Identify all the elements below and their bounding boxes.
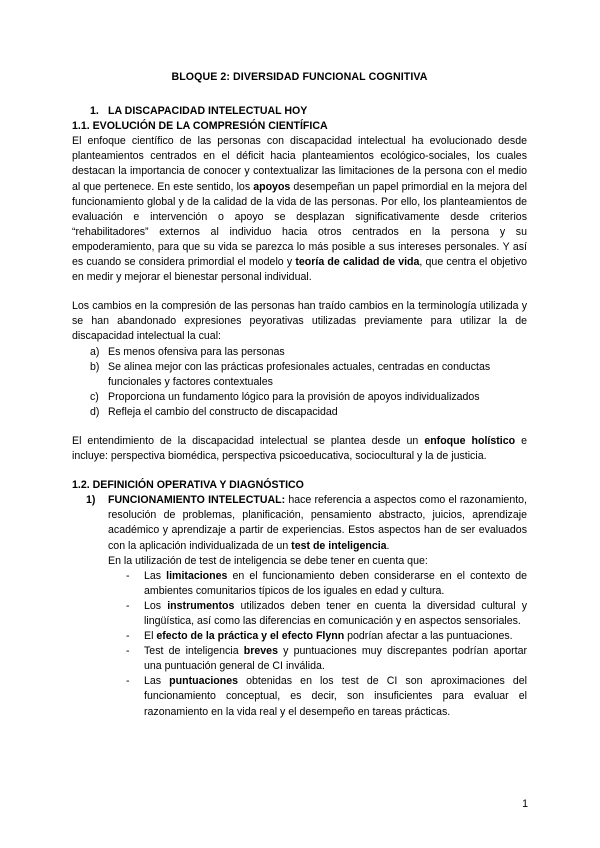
document-title: BLOQUE 2: DIVERSIDAD FUNCIONAL COGNITIVA <box>171 71 428 83</box>
paragraph-3 <box>72 434 527 464</box>
test-intro: En la utilización de test de inteligencia se debe tener en cuenta que: <box>108 554 428 567</box>
list-item <box>126 629 527 644</box>
document-page <box>72 70 527 720</box>
dash-text-post: utilizados deben tener en cuenta la diversidad cultural y lingüística, así como las diferencias en comunicación y en aspectos sensoriales. <box>144 599 527 627</box>
item-bold-test: test de inteligencia <box>291 539 387 552</box>
dash-text-bold: efecto de la práctica y el efecto Flynn <box>156 630 345 643</box>
list-item <box>126 599 527 629</box>
subsection-heading-1-2: 1.2. DEFINICIÓN OPERATIVA Y DIAGNÓSTICO <box>72 479 304 492</box>
lettered-list <box>72 345 527 420</box>
dash-text-pre: El <box>144 630 157 643</box>
list-item <box>90 390 527 405</box>
list-item <box>126 569 527 599</box>
numbered-item-1 <box>86 493 527 553</box>
p3-bold-enfoque: enfoque holístico <box>424 434 516 447</box>
item-label: FUNCIONAMIENTO INTELECTUAL: <box>108 494 286 507</box>
dash-text-post: y puntuaciones muy discrepantes podrían aportar una puntuación general de CI inválida. <box>144 645 528 673</box>
dash-text-bold: instrumentos <box>167 599 235 612</box>
dash-text-post: en el funcionamiento deben considerarse en el contexto de ambientes comunitarios típicos de los iguales en edad y cultura. <box>144 569 527 597</box>
p1-bold-teoria: teoría de calidad de vida <box>295 256 420 269</box>
list-marker: b) <box>90 360 100 373</box>
p1-text-e: , que centra el objetivo en medir y mejorar el bienestar personal individual. <box>72 256 527 284</box>
paragraph-2: Los cambios en la compresión de las personas han traído cambios en la terminología utilizada y se han abandonado expresiones peyorativas utilizadas previamente para utilizar la de discapacidad intelectual la cual: <box>72 300 527 343</box>
dash-text-post: podrían afectar a las puntuaciones. <box>344 630 513 643</box>
paragraph-1 <box>72 134 527 285</box>
list-item <box>90 360 527 390</box>
dash-text-pre: Los <box>144 599 168 612</box>
dash-text-pre: Las <box>144 569 167 582</box>
list-item-text: Es menos ofensiva para las personas <box>108 345 285 358</box>
p1-bold-apoyos: apoyos <box>253 180 291 193</box>
section-heading-1 <box>72 104 527 119</box>
dash-text-pre: Las <box>144 675 170 688</box>
item-text: hace referencia a aspectos como el razonamiento, resolución de problemas, planificación, pensamiento abstracto, juicios, aprendizaje académico y aprendizaje a partir de experiencias. Estos aspectos han de ser evaluados con la aplicación individualizada de un <box>108 494 527 552</box>
page-number: 1 <box>522 798 528 810</box>
dash-text-pre: Test de inteligencia <box>144 645 244 658</box>
subsection-heading-1-1: 1.1. EVOLUCIÓN DE LA COMPRESIÓN CIENTÍFICA <box>72 120 328 133</box>
list-marker: d) <box>90 405 100 418</box>
dash-text-bold: breves <box>243 645 278 658</box>
dash-text-post: obtenidas en los test de CI son aproximaciones del funcionamiento conceptual, es decir, son insuficientes para evaluar el razonamiento en la vida real y el desempeño en tareas prácticas. <box>144 675 527 718</box>
dash-marker: - <box>126 569 130 582</box>
dash-marker: - <box>126 599 130 612</box>
list-marker: a) <box>90 345 100 358</box>
list-marker: c) <box>90 390 99 403</box>
dash-text-bold: limitaciones <box>166 569 228 582</box>
list-item-text: Se alinea mejor con las prácticas profesionales actuales, centradas en conductas funcionales y factores contextuales <box>108 360 491 388</box>
list-item <box>126 644 527 674</box>
list-item-text: Proporciona un fundamento lógico para la provisión de apoyos individualizados <box>108 390 480 403</box>
list-item <box>90 345 527 360</box>
dash-marker: - <box>126 630 130 643</box>
dash-marker: - <box>126 675 130 688</box>
p1-text-a: El enfoque científico de las personas con discapacidad intelectual ha evolucionado desde planteamientos centrados en el déficit hacia planteamientos ecológico-sociales, los cuales destacan la importancia de conocer y contextualizar las limitaciones de la persona con el medio al que pertenece. En este sentido, los <box>72 135 527 193</box>
section-number: 1. <box>90 105 99 118</box>
list-item-text: Refleja el cambio del constructo de discapacidad <box>108 405 338 418</box>
section-label: LA DISCAPACIDAD INTELECTUAL HOY <box>108 105 308 118</box>
item-end: . <box>386 539 390 552</box>
dash-marker: - <box>126 645 130 658</box>
dash-text-bold: puntuaciones <box>169 675 239 688</box>
p3-text-c: e incluye: perspectiva biomédica, perspectiva psicoeducativa, sociocultural y la de justicia. <box>72 434 528 463</box>
dash-list <box>72 569 527 720</box>
list-item <box>90 405 527 420</box>
p3-text-a: El entendimiento de la discapacidad intelectual se plantea desde un <box>72 434 425 447</box>
list-item <box>126 674 527 719</box>
numbered-marker: 1) <box>86 494 96 507</box>
p1-text-c: desempeñan un papel primordial en la mejora del funcionamiento global y de la calidad de la vida de las personas. Por ello, los planteamientos de evaluación e intervención o apoyo se desplazan significativamente desde criterios “rehabilitadores” externos al individuo hacia otros centrados en la persona y su empoderamiento, para que su vida se parezca lo más posible a sus intereses personales. Y así es cuando se considera primordial el modelo y <box>72 180 528 269</box>
